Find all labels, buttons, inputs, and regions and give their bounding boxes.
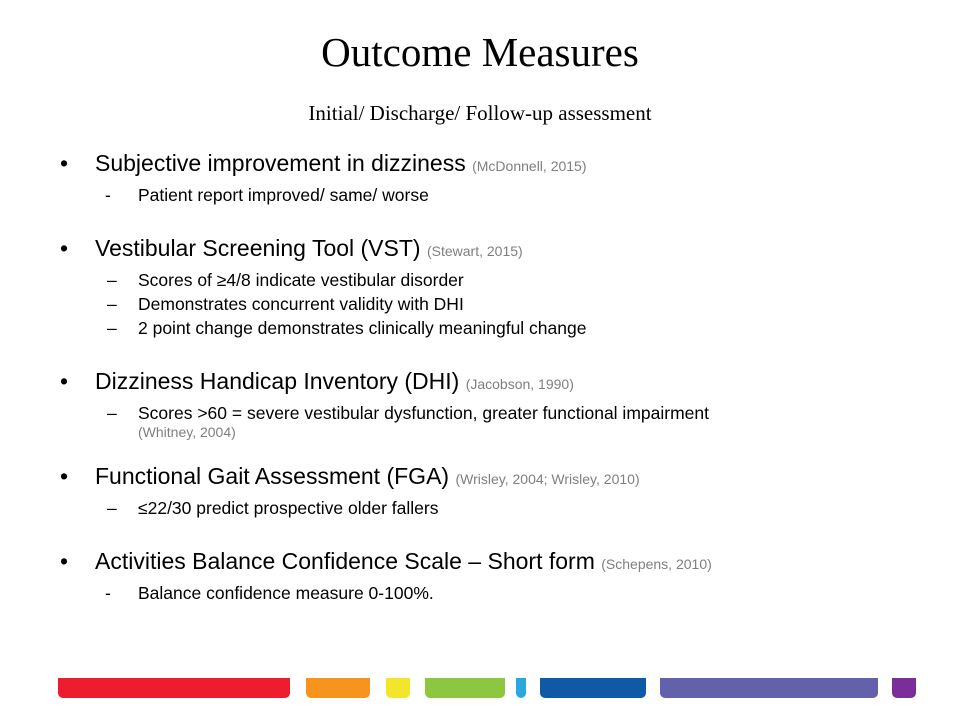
sub-bullet-text: ≤22/30 predict prospective older fallers [138, 498, 439, 518]
sub-marker: - [105, 583, 111, 603]
bullet-item [60, 459, 940, 520]
sub-marker: – [107, 270, 117, 290]
footer-bar-yellow [386, 678, 410, 698]
sub-bullet-text: Balance confidence measure 0-100%. [138, 583, 434, 603]
footer-bar-red [58, 678, 290, 698]
bullet-marker: • [60, 548, 69, 574]
sub-marker: – [107, 318, 117, 338]
sub-bullet-text: Scores of ≥4/8 indicate vestibular disorder [138, 270, 464, 290]
bullet-marker: • [60, 368, 69, 394]
bullet-citation: (Jacobson, 1990) [465, 376, 574, 392]
footer-bar-orange [306, 678, 370, 698]
footer-bar-green [425, 678, 505, 698]
sub-bullet-text: 2 point change demonstrates clinically meaningful change [138, 318, 587, 338]
sub-bullet-text: Scores >60 = severe vestibular dysfunction, greater functional impairment [138, 403, 709, 423]
bullet-citation: (Stewart, 2015) [426, 243, 523, 259]
bullet-marker: • [60, 463, 69, 489]
footer-bar-lightblue [516, 678, 526, 698]
slide-title: Outcome Measures [321, 29, 639, 75]
footer-bar-indigo [660, 678, 878, 698]
footer-bar-blue [540, 678, 646, 698]
bullet-heading: Activities Balance Confidence Scale – Short form [95, 548, 595, 574]
bullet-marker: • [60, 235, 69, 261]
sub-marker: – [107, 294, 117, 314]
bullet-item [60, 364, 940, 439]
bullet-item [60, 146, 940, 207]
sub-bullet-citation: (Whitney, 2004) [138, 424, 236, 440]
bullet-list [60, 146, 940, 605]
sub-bullet-text: Demonstrates concurrent validity with DHI [138, 294, 464, 314]
bullet-heading: Dizziness Handicap Inventory (DHI) [95, 368, 460, 394]
bullet-citation: (McDonnell, 2015) [472, 158, 587, 174]
bullet-heading: Subjective improvement in dizziness [95, 150, 466, 176]
bullet-heading: Vestibular Screening Tool (VST) [95, 235, 421, 261]
footer-bar-purple [892, 678, 916, 698]
sub-bullet-text: Patient report improved/ same/ worse [138, 185, 429, 205]
bullet-citation: (Wrisley, 2004; Wrisley, 2010) [455, 471, 640, 487]
bullet-item [60, 231, 940, 340]
bullet-marker: • [60, 150, 69, 176]
slide-subtitle: Initial/ Discharge/ Follow-up assessment [308, 101, 652, 125]
sub-marker: – [107, 498, 117, 518]
bullet-citation: (Schepens, 2010) [601, 556, 712, 572]
bullet-item [60, 544, 940, 605]
bullet-heading: Functional Gait Assessment (FGA) [95, 463, 450, 489]
footer-color-bars [0, 678, 960, 698]
sub-marker: – [107, 403, 117, 423]
sub-marker: - [105, 185, 111, 205]
